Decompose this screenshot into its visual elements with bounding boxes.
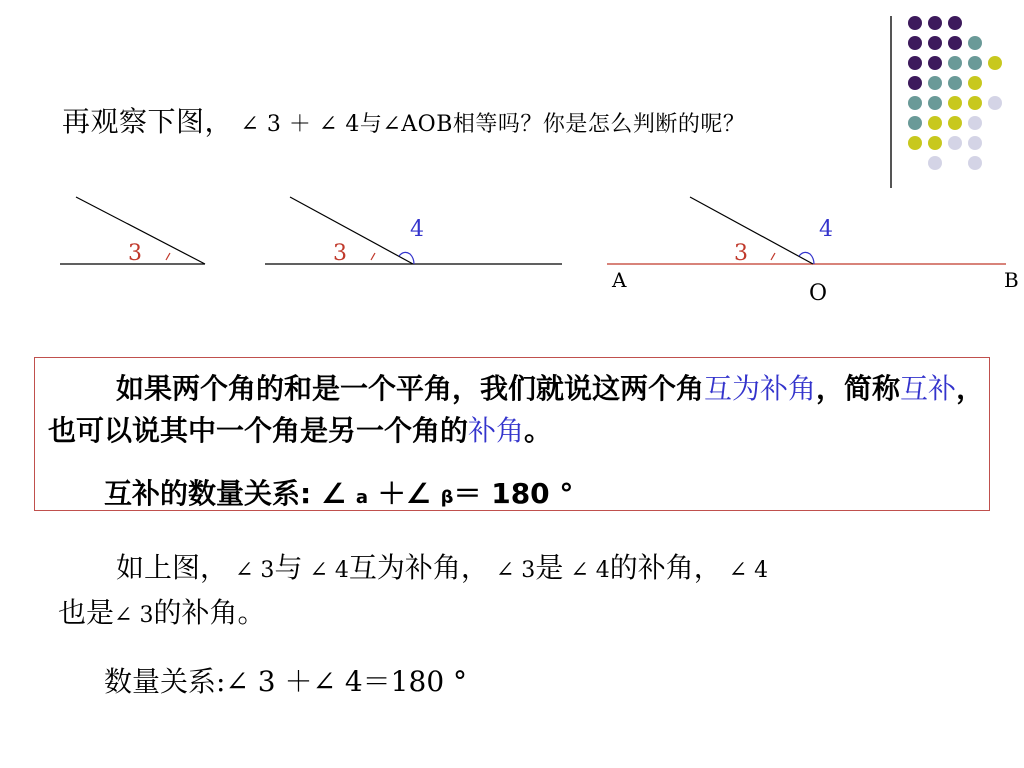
- label-angle-3: 3: [128, 241, 142, 266]
- example-t4: 是: [535, 551, 564, 584]
- term-supplementary: 互为补角: [704, 372, 817, 405]
- term-supplement: 补角: [468, 414, 525, 447]
- dot: [968, 156, 982, 170]
- dot: [968, 76, 982, 90]
- dot: [948, 16, 962, 30]
- decorative-divider: [890, 16, 892, 188]
- dot: [968, 116, 982, 130]
- example-t5: 的补角，: [609, 551, 722, 584]
- dot: [928, 76, 942, 90]
- example-t7: 的补角。: [153, 596, 266, 629]
- dot: [948, 136, 962, 150]
- dot: [948, 76, 962, 90]
- dot: [928, 116, 942, 130]
- angle-figures: [0, 180, 1024, 320]
- dot: [928, 156, 942, 170]
- figure-angle-3: [60, 197, 205, 266]
- question-text: [62, 100, 745, 140]
- dot: [968, 36, 982, 50]
- label-angle-4: 4: [410, 217, 424, 242]
- dot: [968, 56, 982, 70]
- dot: [928, 96, 942, 110]
- dot: [908, 96, 922, 110]
- question-prefix: 再观察下图，: [62, 105, 234, 138]
- relation-alpha: a: [355, 487, 368, 508]
- dot: [948, 56, 962, 70]
- term-short: 互补: [900, 372, 957, 405]
- dot: [908, 56, 922, 70]
- relation-equals: ＝ 180 °: [453, 477, 574, 510]
- example-angle3b: ∠ 3: [488, 558, 536, 583]
- dot: [908, 116, 922, 130]
- dot: [948, 96, 962, 110]
- definition-part4: 。: [524, 414, 553, 447]
- dot: [908, 136, 922, 150]
- dot: [988, 96, 1002, 110]
- question-angle-sum: ∠ 3 ＋ ∠ 4: [233, 112, 360, 137]
- label-angle-4: 4: [819, 217, 833, 242]
- definition-part3: ，也可以说其中一个角是另一个角的: [48, 372, 985, 447]
- label-angle-3: 3: [333, 241, 347, 266]
- relation-plus: ＋∠: [377, 477, 441, 510]
- point-o-label: O: [809, 281, 828, 306]
- example-t6: 也是: [58, 596, 115, 629]
- point-a-label: A: [612, 268, 627, 292]
- example-t3: 互为补角，: [348, 551, 489, 584]
- example-angle4b: ∠ 4: [563, 558, 610, 583]
- dot: [928, 136, 942, 150]
- dot: [928, 16, 942, 30]
- question-aob: AOB: [401, 112, 453, 137]
- relation-angle1: ∠: [320, 477, 356, 510]
- example-angle4: ∠ 4: [302, 558, 349, 583]
- definition-part1: 如果两个角的和是一个平角，我们就说这两个角: [116, 372, 705, 405]
- example-t2: 与: [274, 551, 303, 584]
- dot: [968, 136, 982, 150]
- relation-beta: β: [440, 487, 454, 508]
- dot: [948, 116, 962, 130]
- figure-angle-3-and-4: [265, 197, 562, 266]
- figure-angle-aob: [607, 197, 1019, 306]
- dot: [908, 16, 922, 30]
- question-suffix: 相等吗？你是怎么判断的呢？: [452, 112, 746, 137]
- example-angle3: ∠ 3: [228, 558, 275, 583]
- question-middle: 与∠: [359, 112, 402, 137]
- example-t1: 如上图，: [116, 551, 229, 584]
- point-b-label: B: [1004, 268, 1019, 292]
- label-angle-3: 3: [734, 241, 748, 266]
- example-text: [58, 547, 998, 637]
- supplement-relation: [104, 472, 573, 512]
- relation-label: 互补的数量关系:: [104, 477, 312, 510]
- dot: [928, 56, 942, 70]
- angle-diagram: [0, 180, 1024, 320]
- dot: [908, 36, 922, 50]
- example-angle4c: ∠ 4: [721, 558, 769, 583]
- example-angle3c: ∠ 3: [114, 603, 154, 628]
- definition-text: [48, 368, 988, 452]
- definition-part2: ，简称: [816, 372, 901, 405]
- dot: [908, 76, 922, 90]
- dot: [988, 56, 1002, 70]
- dot: [968, 96, 982, 110]
- dot: [948, 36, 962, 50]
- quantity-relation: 数量关系:∠ 3 ＋∠ 4＝180 °: [104, 665, 468, 698]
- dot: [928, 36, 942, 50]
